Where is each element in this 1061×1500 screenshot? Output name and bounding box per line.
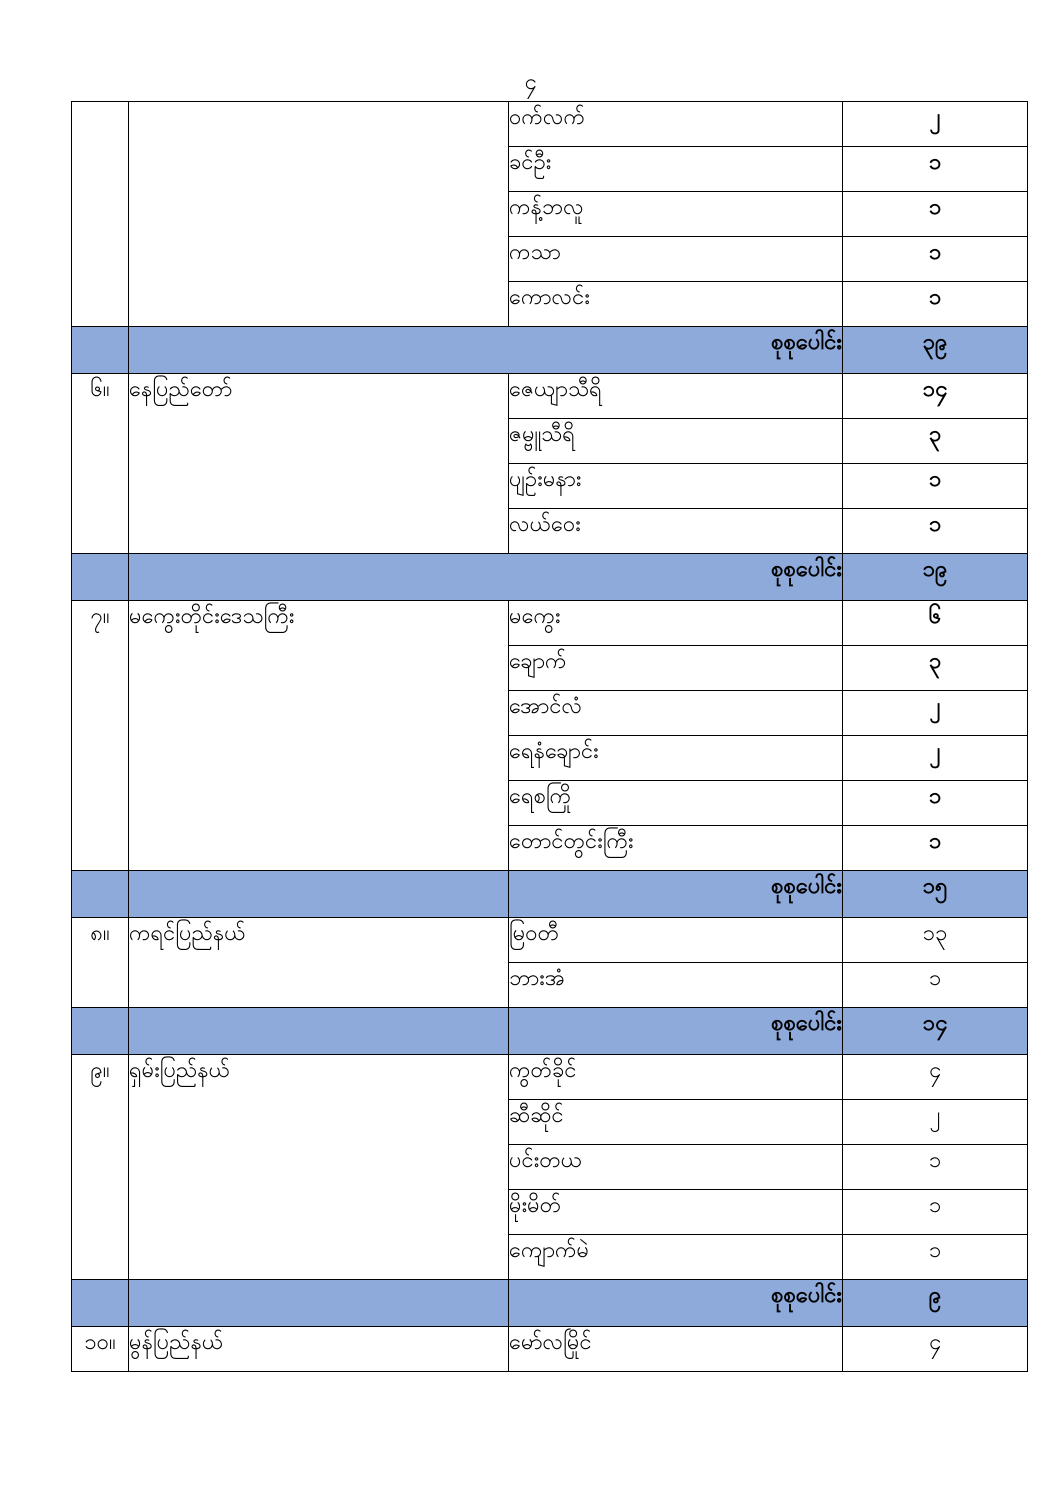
total-label: စုစုပေါင်း <box>129 554 843 601</box>
row-number: ၁၀။ <box>72 1327 129 1372</box>
total-row-blank <box>72 327 129 374</box>
total-row-blank <box>72 1280 129 1327</box>
township-count: ၃ <box>843 646 1028 691</box>
row-number: ၇။ <box>72 601 129 871</box>
township-count: ၁ <box>843 1190 1028 1235</box>
township-name: ချောက် <box>509 646 843 691</box>
township-name: ကောလင်း <box>509 282 843 327</box>
total-row <box>72 1008 1028 1055</box>
township-count: ၁ <box>843 509 1028 554</box>
township-count: ၁၃ <box>843 918 1028 963</box>
total-row-blank <box>129 871 509 918</box>
township-name: ကျောက်မဲ <box>509 1235 843 1280</box>
total-row <box>72 1280 1028 1327</box>
township-count: ၁ <box>843 464 1028 509</box>
region-name: နေပြည်တော် <box>129 374 509 554</box>
township-name: ဇေယျာသီရိ <box>509 374 843 419</box>
total-row <box>72 871 1028 918</box>
region-name: ရှမ်းပြည်နယ် <box>129 1055 509 1280</box>
township-count: ၁ <box>843 192 1028 237</box>
table-row <box>72 918 1028 963</box>
total-row-blank <box>72 871 129 918</box>
total-label: စုစုပေါင်း <box>129 327 843 374</box>
township-count: ၁ <box>843 147 1028 192</box>
township-count: ၁ <box>843 781 1028 826</box>
township-count: ၂ <box>843 1100 1028 1145</box>
township-name: မကွေး <box>509 601 843 646</box>
total-label: စုစုပေါင်း <box>509 1008 843 1055</box>
total-row-blank <box>72 554 129 601</box>
township-name: ဇမ္ဗူသီရိ <box>509 419 843 464</box>
township-count: ၂ <box>843 691 1028 736</box>
township-count-table <box>71 101 1028 1372</box>
row-number: ၆။ <box>72 374 129 554</box>
page-number: ၄ <box>524 70 537 95</box>
region-name: မွန်ပြည်နယ် <box>129 1327 509 1372</box>
township-count: ၁ <box>843 963 1028 1008</box>
township-count: ၂ <box>843 102 1028 147</box>
total-count: ၁၉ <box>843 554 1028 601</box>
township-count: ၁ <box>843 826 1028 871</box>
total-count: ၁၅ <box>843 871 1028 918</box>
township-name: ကွတ်ခိုင် <box>509 1055 843 1100</box>
township-name: ဘားအံ <box>509 963 843 1008</box>
total-count: ၉ <box>843 1280 1028 1327</box>
total-count: ၃၉ <box>843 327 1028 374</box>
township-name: ကန့်ဘလူ <box>509 192 843 237</box>
township-name: ပျဉ်းမနား <box>509 464 843 509</box>
township-name: ရေနံချောင်း <box>509 736 843 781</box>
township-count: ၁ <box>843 282 1028 327</box>
township-count: ၁ <box>843 1145 1028 1190</box>
row-number <box>72 102 129 327</box>
township-name: မိုးမိတ် <box>509 1190 843 1235</box>
township-name: မြဝတီ <box>509 918 843 963</box>
table-row <box>72 601 1028 646</box>
region-name: မကွေးတိုင်းဒေသကြီး <box>129 601 509 871</box>
township-count: ၁၄ <box>843 374 1028 419</box>
township-name: ပင်းတယ <box>509 1145 843 1190</box>
township-count: ၄ <box>843 1327 1028 1372</box>
township-count: ၆ <box>843 601 1028 646</box>
township-count: ၄ <box>843 1055 1028 1100</box>
total-row <box>72 554 1028 601</box>
total-count: ၁၄ <box>843 1008 1028 1055</box>
township-name: ဝက်လက် <box>509 102 843 147</box>
township-count: ၁ <box>843 237 1028 282</box>
township-count: ၁ <box>843 1235 1028 1280</box>
township-name: ကသာ <box>509 237 843 282</box>
township-name: အောင်လံ <box>509 691 843 736</box>
total-label: စုစုပေါင်း <box>509 871 843 918</box>
total-row <box>72 327 1028 374</box>
township-name: မော်လမြိုင် <box>509 1327 843 1372</box>
row-number: ၉။ <box>72 1055 129 1280</box>
total-row-blank <box>72 1008 129 1055</box>
township-name: လယ်ဝေး <box>509 509 843 554</box>
township-name: တောင်တွင်းကြီး <box>509 826 843 871</box>
township-count: ၃ <box>843 419 1028 464</box>
region-name <box>129 102 509 327</box>
township-count: ၂ <box>843 736 1028 781</box>
township-name: ခင်ဦး <box>509 147 843 192</box>
table-row <box>72 1055 1028 1100</box>
table-row <box>72 1327 1028 1372</box>
total-row-blank <box>129 1008 509 1055</box>
township-name: ရေစကြို <box>509 781 843 826</box>
table-row <box>72 374 1028 419</box>
total-label: စုစုပေါင်း <box>509 1280 843 1327</box>
total-row-blank <box>129 1280 509 1327</box>
region-name: ကရင်ပြည်နယ် <box>129 918 509 1008</box>
township-name: ဆီဆိုင် <box>509 1100 843 1145</box>
row-number: ၈။ <box>72 918 129 1008</box>
table-row <box>72 102 1028 147</box>
